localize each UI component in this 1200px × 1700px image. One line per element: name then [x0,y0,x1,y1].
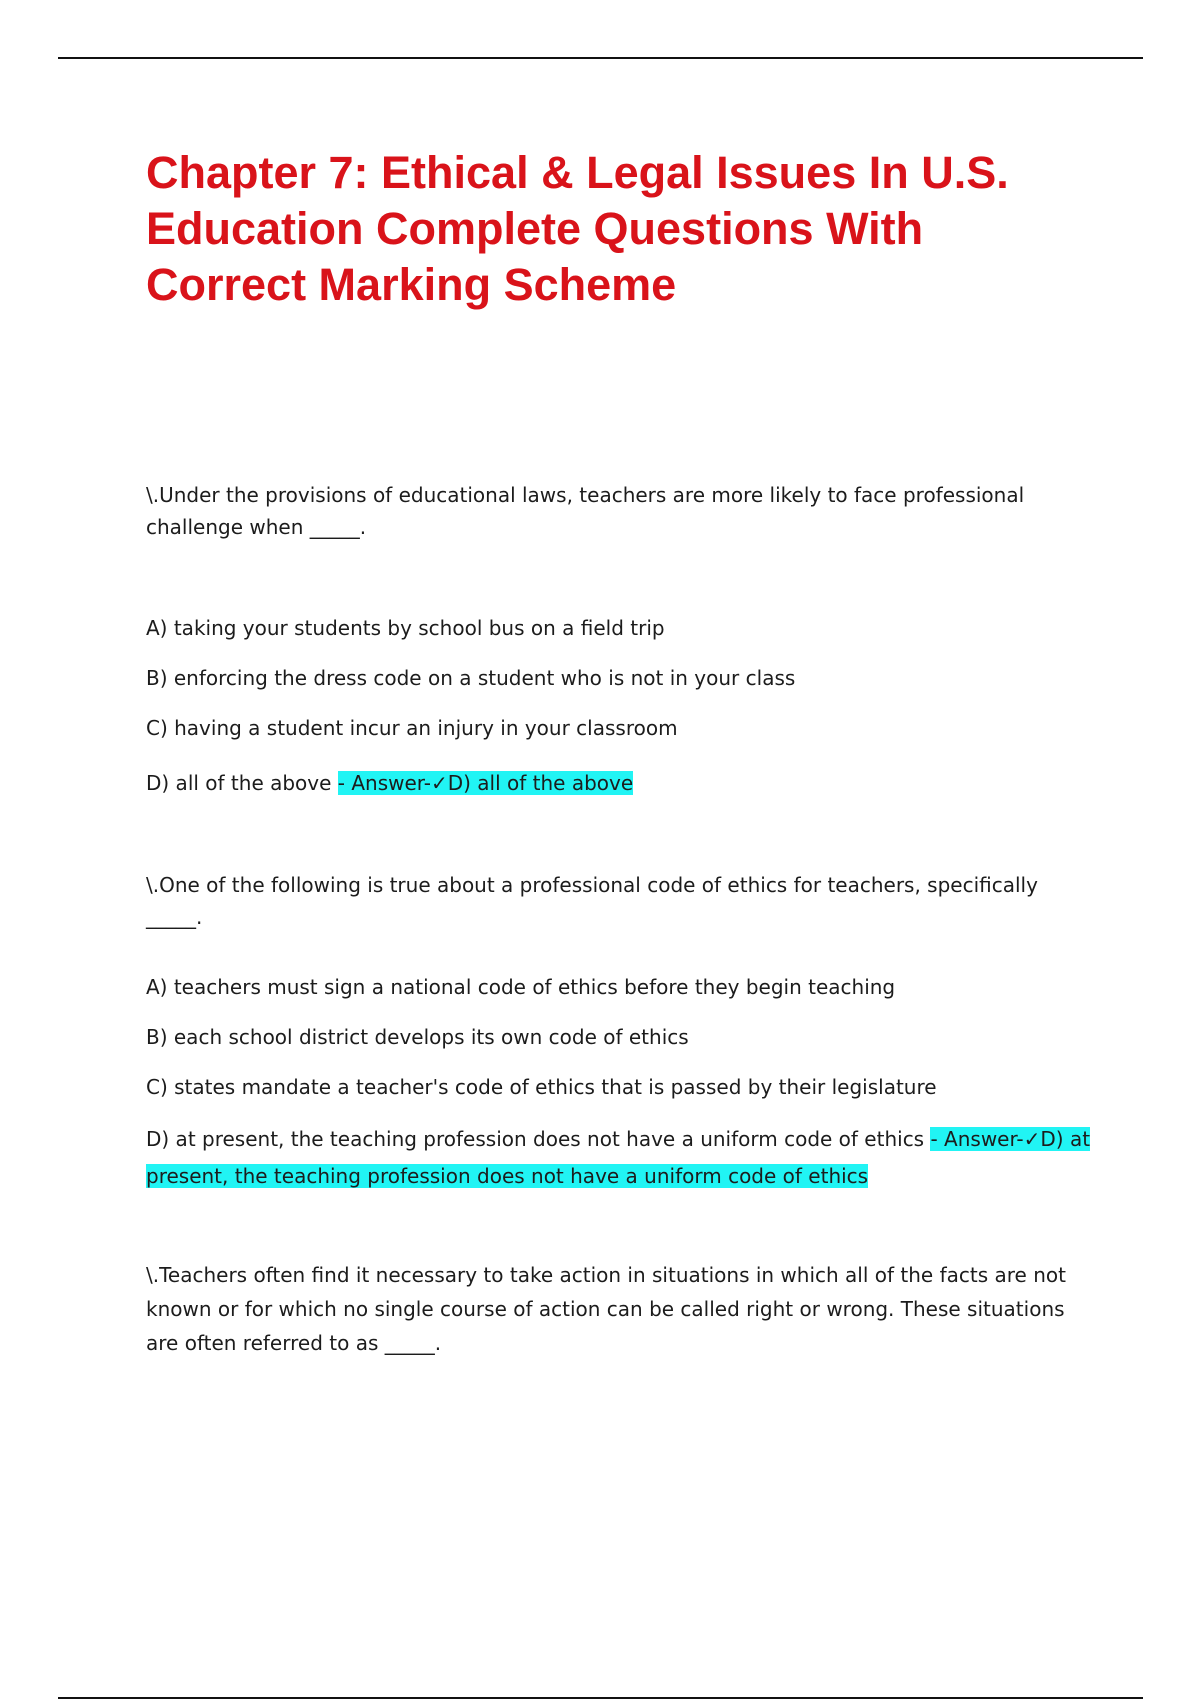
page-bottom-rule [58,1697,1143,1699]
question-1-option-b: B) enforcing the dress code on a student who is not in your class [146,666,796,690]
question-1-answer-highlight: - Answer-✓D) all of the above [337,771,634,795]
page-top-rule [58,57,1143,59]
question-2-option-b: B) each school district develops its own code of ethics [146,1025,689,1049]
question-2-answer-highlight: - Answer-✓D) at present, the teaching profession does not have a uniform code of ethics [146,1127,1091,1188]
question-2-option-d-text: D) at present, the teaching profession does not have a uniform code of ethics [146,1127,925,1151]
question-1-option-c: C) having a student incur an injury in your classroom [146,716,678,740]
question-1-option-d [146,767,1096,799]
question-2-option-d [146,1121,1096,1195]
question-1-option-a: A) taking your students by school bus on a field trip [146,616,665,640]
question-2-option-c: C) states mandate a teacher's code of ethics that is passed by their legislature [146,1075,937,1099]
document-title: Chapter 7: Ethical & Legal Issues In U.S. Education Complete Questions With Correct Marking Scheme [146,147,1009,310]
question-2-stem: \.One of the following is true about a professional code of ethics for teachers, specifically _____. [146,873,1038,929]
question-1-stem: \.Under the provisions of educational laws, teachers are more likely to face professional challenge when _____. [146,483,1025,539]
question-1-option-d-text: D) all of the above [146,771,332,795]
question-3-stem: \.Teachers often find it necessary to take action in situations in which all of the facts are not known or for which no single course of action can be called right or wrong. These situations are often referred to as _____. [146,1263,1066,1355]
question-2-option-a: A) teachers must sign a national code of ethics before they begin teaching [146,975,896,999]
